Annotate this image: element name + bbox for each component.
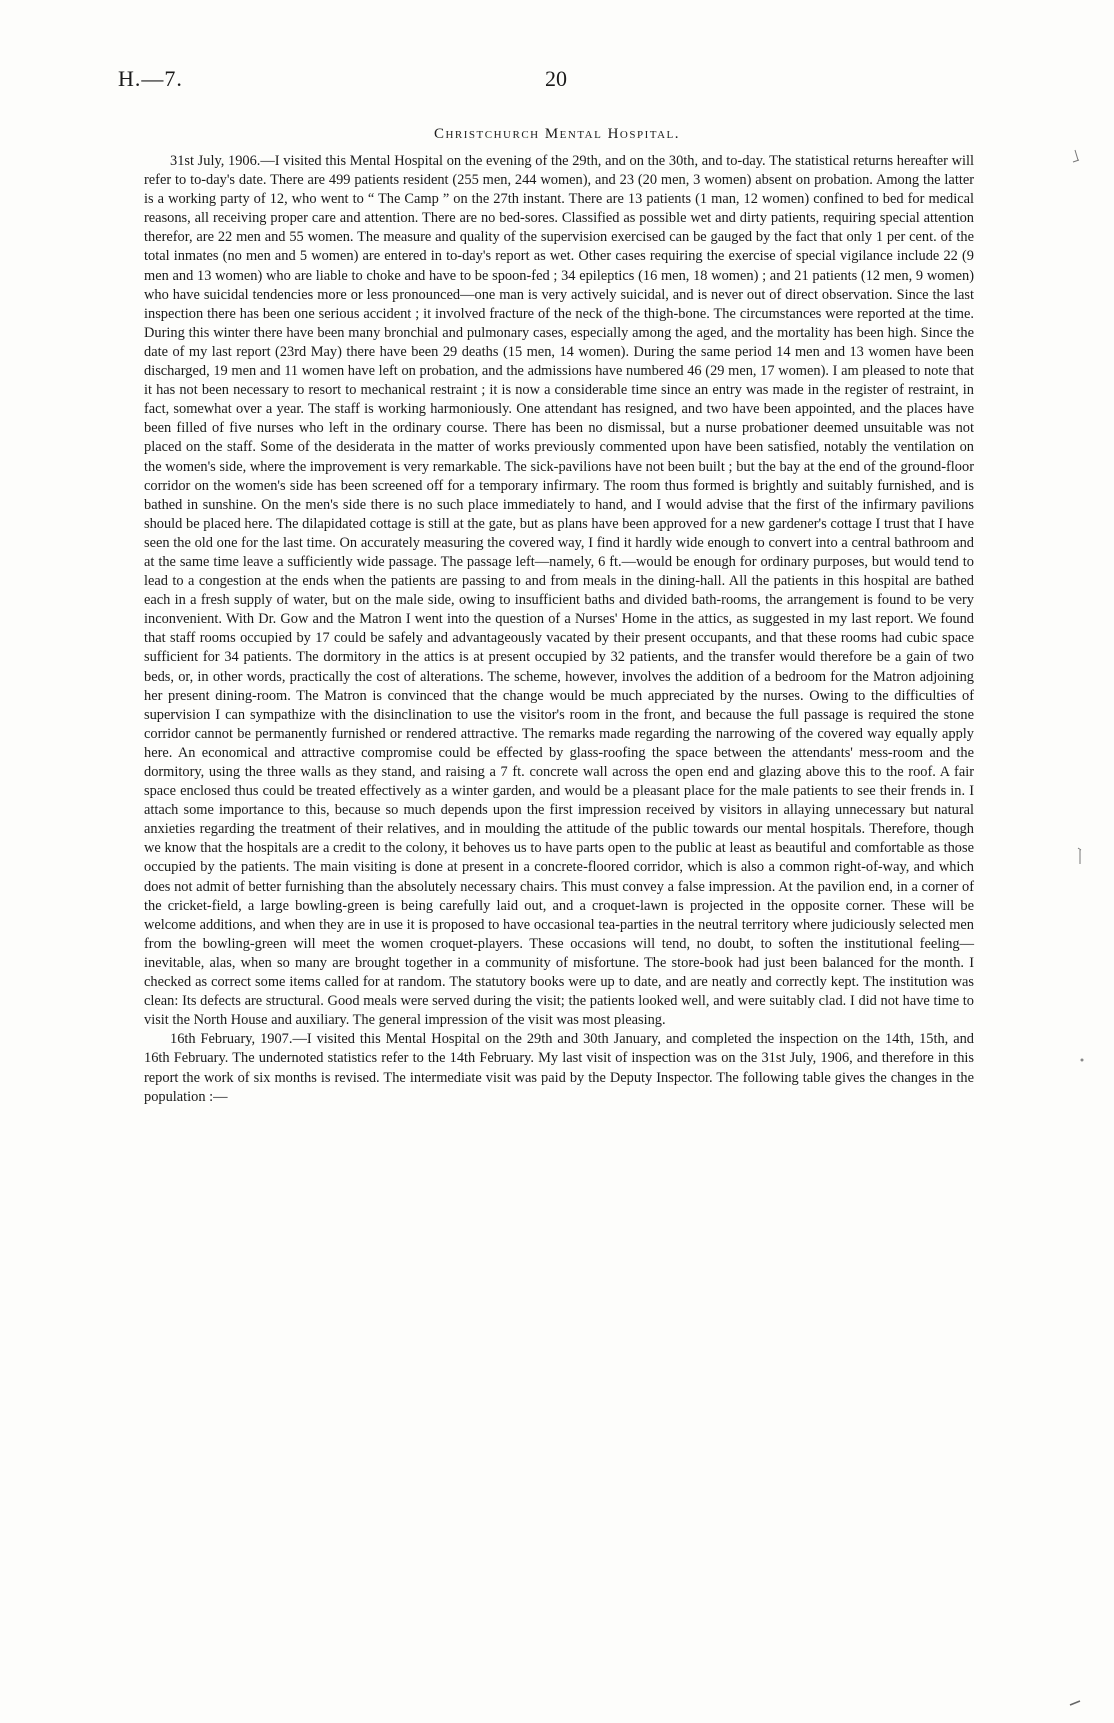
page-number: 20 — [545, 66, 567, 91]
parliamentary-reference: H.—7. — [118, 66, 183, 91]
paragraph-february-1907: 16th February, 1907.—I visited this Mental Hospital on the 29th and 30th January, and completed the inspection on the 14th, 15th, and 16th February. The undernoted statistics refer to the 14th February. My last visit of inspection was on the 31st July, 1906, and therefore in this report the work of six months is revised. The intermediate visit was paid by the Deputy Inspector. The following table gives the changes in the population :— — [144, 1031, 974, 1105]
paragraph-july-1906: 31st July, 1906.—I visited this Mental Hospital on the evening of the 29th, and on the 30th, and to-day. The statistical returns hereafter will refer to to-day's date. There are 499 patients resident (255 men, 244 women), and 23 (20 men, 3 women) absent on probation. Among the latter is a working party of 12, who went to “ The Camp ” on the 27th instant. There are 13 patients (1 man, 12 women) confined to bed for medical reasons, all receiving proper care and attention. There are no bed-sores. Classified as possible wet and dirty patients, requiring special attention therefor, are 22 men and 55 women. The measure and quality of the supervision exercised can be gauged by the fact that only 1 per cent. of the total inmates (no men and 5 women) are entered in to-day's report as wet. Other cases requiring the exercise of special vigilance include 22 (9 men and 13 women) who are liable to choke and have to be spoon-fed ; 34 epileptics (16 men, 18 women) ; and 21 patients (12 men, 9 women) who have suicidal tendencies more or less pronounced—one man is very actively suicidal, and is never out of direct observation. Since the last inspection there has been one serious accident ; it involved fracture of the neck of the thigh-bone. The circumstances were reported at the time. During this winter there have been many bronchial and pulmonary cases, especially among the aged, and the mortality has been high. Since the date of my last report (23rd May) there have been 29 deaths (15 men, 14 women). During the same period 14 men and 13 women have been discharged, 19 men and 11 women have left on probation, and the admissions have numbered 46 (29 men, 17 women). I am pleased to note that it has not been necessary to resort to mechanical restraint ; it is now a considerable time since an entry was made in the register of restraint, in fact, somewhat over a year. The staff is working harmoniously. One attendant has resigned, and two have been appointed, and the places have been filled of five nurses who left in the ordinary course. There has been no dismissal, but a nurse probationer deemed unsuitable was not placed on the staff. Some of the desiderata in the matter of works previously commented upon have been satisfied, notably the ventilation on the women's side, where the improvement is very remarkable. The sick-pavilions have not been built ; but the bay at the end of the ground-floor corridor on the women's side has been screened off for a temporary infirmary. The room thus formed is brightly and suitably furnished, and is bathed in sunshine. On the men's side there is no such place immediately to hand, and I would advise that the first of the infirmary pavilions should be placed here. The dilapidated cottage is still at the gate, but as plans have been approved for a new gardener's cottage I trust that I have seen the old one for the last time. On accurately measuring the covered way, I find it hardly wide enough to convert into a central bathroom and at the same time leave a sufficiently wide passage. The passage left—namely, 6 ft.—would be enough for ordinary purposes, but would tend to lead to a congestion at the ends when the patients are passing to and from meals in the dining-hall. All the patients in this hospital are bathed each in a fresh supply of water, but on the male side, owing to insufficient baths and divided bath-rooms, the arrangement is found to be very inconvenient. With Dr. Gow and the Matron I went into the question of a Nurses' Home in the attics, as suggested in my last report. We found that staff rooms occupied by 17 could be safely and advantageously vacated by their present occupants, and that these rooms had cubic space sufficient for 34 patients. The dormitory in the attics is at present occupied by 32 patients, and the transfer would therefore be a gain of two beds, or, in other words, practically the cost of alterations. The scheme, however, involves the addition of a bedroom for the Matron adjoining her present dining-room. The Matron is convinced that the change would be much appreciated by the nurses. Owing to the difficulties of supervision I can sympathize with the disinclination to use the visitor's room in the front, and because the full passage is required the stone corridor cannot be permanently furnished or rendered attractive. The remarks made regarding the narrowing of the covered way equally apply here. An economical and attractive compromise could be effected by glass-roofing the space between the attendants' mess-room and the dormitory, using the three walls as they stand, and raising a 7 ft. concrete wall across the open end and glazing above this to the roof. A fair space enclosed thus could be treated effectively as a winter garden, and would be a pleasant place for the male patients to see their frends in. I attach some importance to this, because so much depends upon the first impression received by visitors in allaying unnecessary but natural anxieties regarding the treatment of their relatives, and in moulding the attitude of the public towards our mental hospitals. Therefore, though we know that the hospitals are a credit to the colony, it behoves us to have parts open to the public at least as beautiful and comfortable as those occupied by the patients. The main visiting is done at present in a concrete-floored corridor, which is also a common right-of-way, and which does not admit of better furnishing than the absolutely necessary chairs. This must convey a false impression. At the pavilion end, in a corner of the cricket-field, a large bowling-green is being carefully laid out, and a croquet-lawn is projected in the opposite corner. These will be welcome additions, and when they are in use it is proposed to have occasional tea-parties in the neutral territory where judiciously selected men from the bowling-green will meet the women croquet-players. These occasions will tend, no doubt, to soften the institutional feeling—inevitable, alas, when so many are brought together in a community of misfortune. The store-book had just been balanced for the month. I checked as correct some items called for at random. The statutory books were up to date, and are neatly and correctly kept. The institution was clean: Its defects are structural. Good meals were served during the visit; the patients looked well, and were suitably clad. I did not have time to visit the North House and auxiliary. The general impression of the visit was most pleasing. — [144, 153, 974, 1029]
section-title: Christchurch Mental Hospital. — [433, 126, 681, 142]
report-body — [144, 152, 974, 1107]
